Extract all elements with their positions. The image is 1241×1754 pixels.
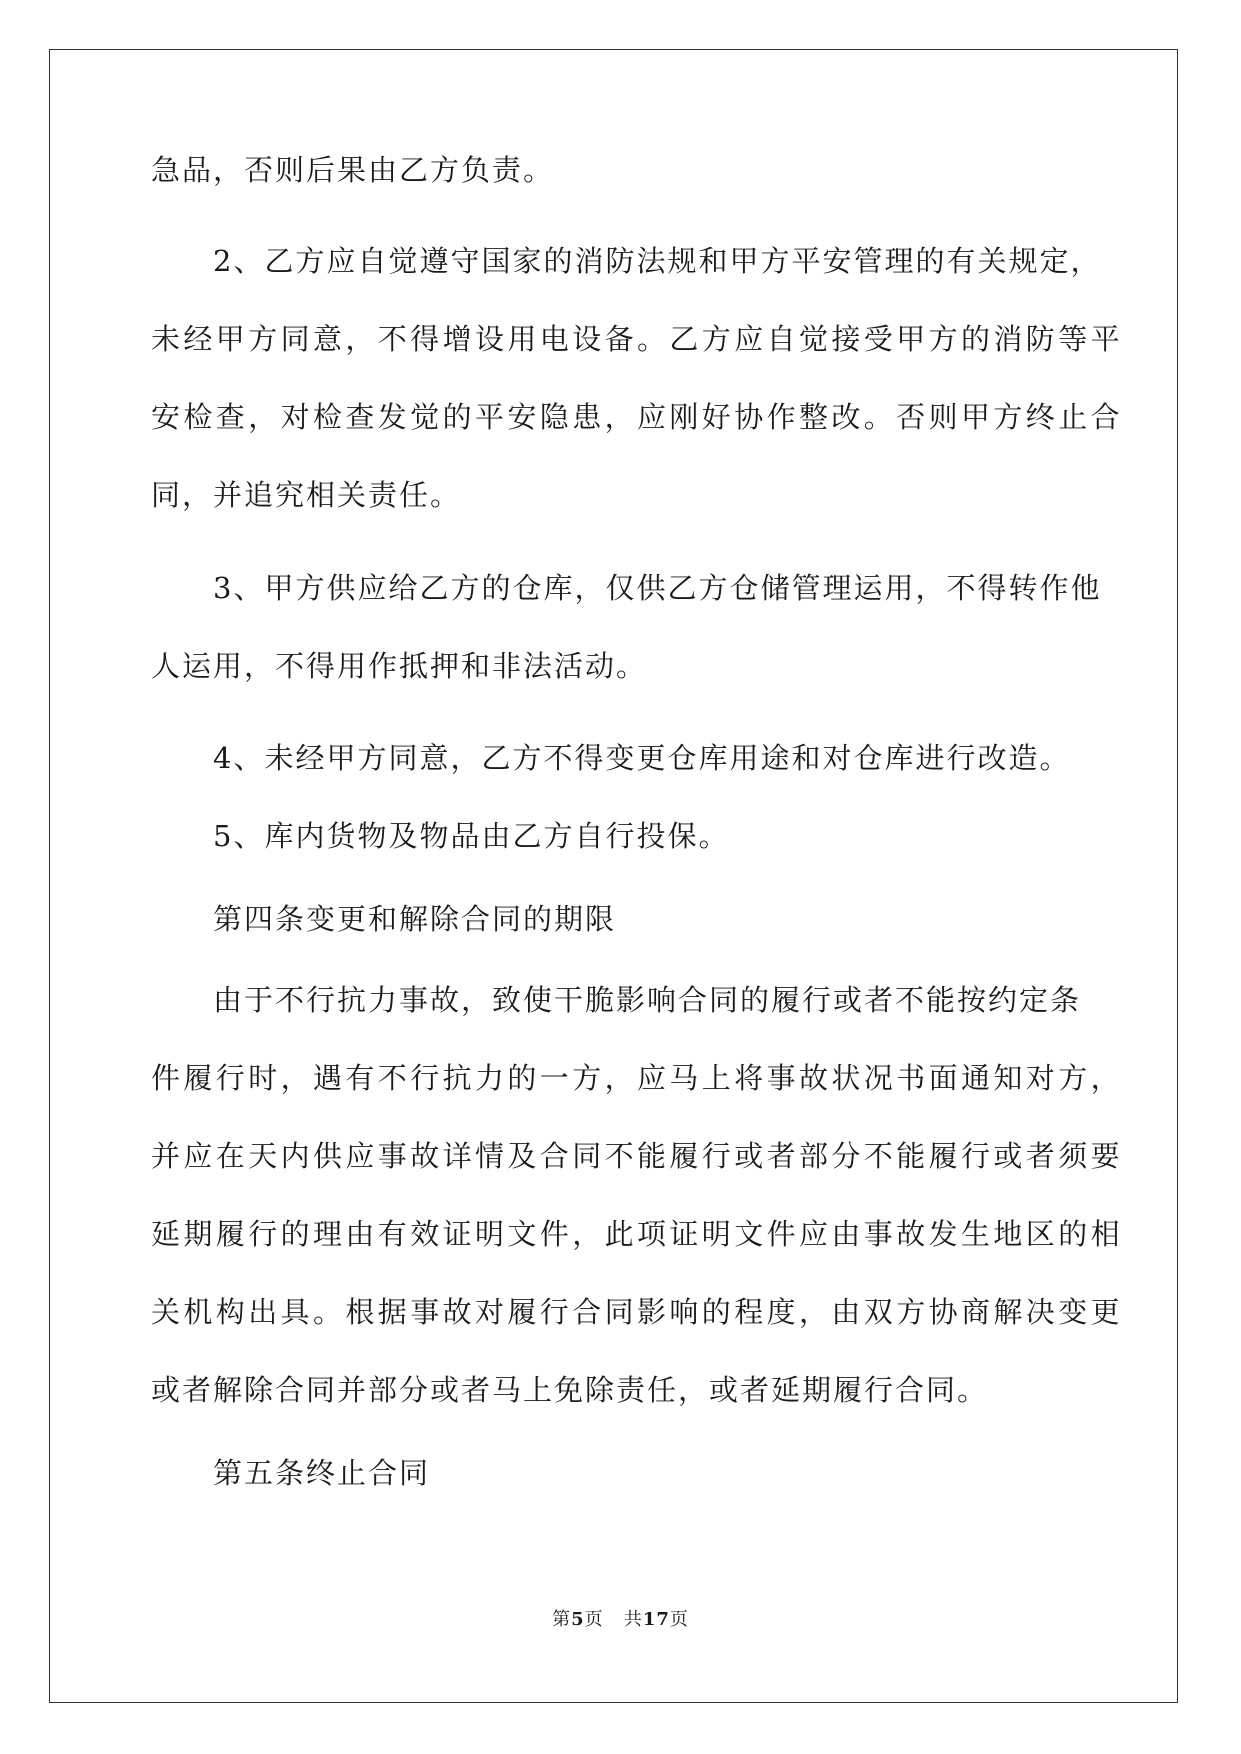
text-line: 由于不行抗力事故，致使干脆影响合同的履行或者不能按约定条	[213, 983, 1082, 1017]
text-line: 安检查，对检查发觉的平安隐患，应刚好协作整改。否则甲方终止合	[151, 400, 1124, 434]
text-line: 未经甲方同意，不得增设用电设备。乙方应自觉接受甲方的消防等平	[151, 322, 1124, 356]
page-footer	[0, 1608, 1241, 1632]
section-heading: 第五条终止合同	[213, 1456, 431, 1490]
text-line: 2、乙方应自觉遵守国家的消防法规和甲方平安管理的有关规定，	[213, 244, 1102, 278]
page-label-suffix: 页	[584, 1609, 604, 1630]
text-line: 并应在天内供应事故详情及合同不能履行或者部分不能履行或者须要	[151, 1139, 1124, 1173]
text-line: 同，并追究相关责任。	[151, 478, 462, 512]
total-pages: 17	[642, 1609, 670, 1630]
text-line: 关机构出具。根据事故对履行合同影响的程度，由双方协商解决变更	[151, 1295, 1124, 1329]
section-heading: 第四条变更和解除合同的期限	[213, 902, 617, 936]
total-label-suffix: 页	[669, 1609, 689, 1630]
text-line: 或者解除合同并部分或者马上免除责任，或者延期履行合同。	[151, 1373, 989, 1407]
text-line: 4、未经甲方同意，乙方不得变更仓库用途和对仓库进行改造。	[213, 741, 1071, 775]
page-number: 5	[571, 1609, 585, 1630]
page-label-prefix: 第	[552, 1609, 572, 1630]
text-line: 5、库内货物及物品由乙方自行投保。	[213, 819, 730, 853]
text-line: 人运用，不得用作抵押和非法活动。	[151, 649, 648, 683]
text-line: 3、甲方供应给乙方的仓库，仅供乙方仓储管理运用，不得转作他	[213, 571, 1102, 605]
text-line: 急品，否则后果由乙方负责。	[151, 153, 555, 187]
text-line: 延期履行的理由有效证明文件，此项证明文件应由事故发生地区的相	[151, 1217, 1124, 1251]
total-label-prefix: 共	[623, 1609, 643, 1630]
text-line: 件履行时，遇有不行抗力的一方，应马上将事故状况书面通知对方，	[151, 1061, 1124, 1095]
